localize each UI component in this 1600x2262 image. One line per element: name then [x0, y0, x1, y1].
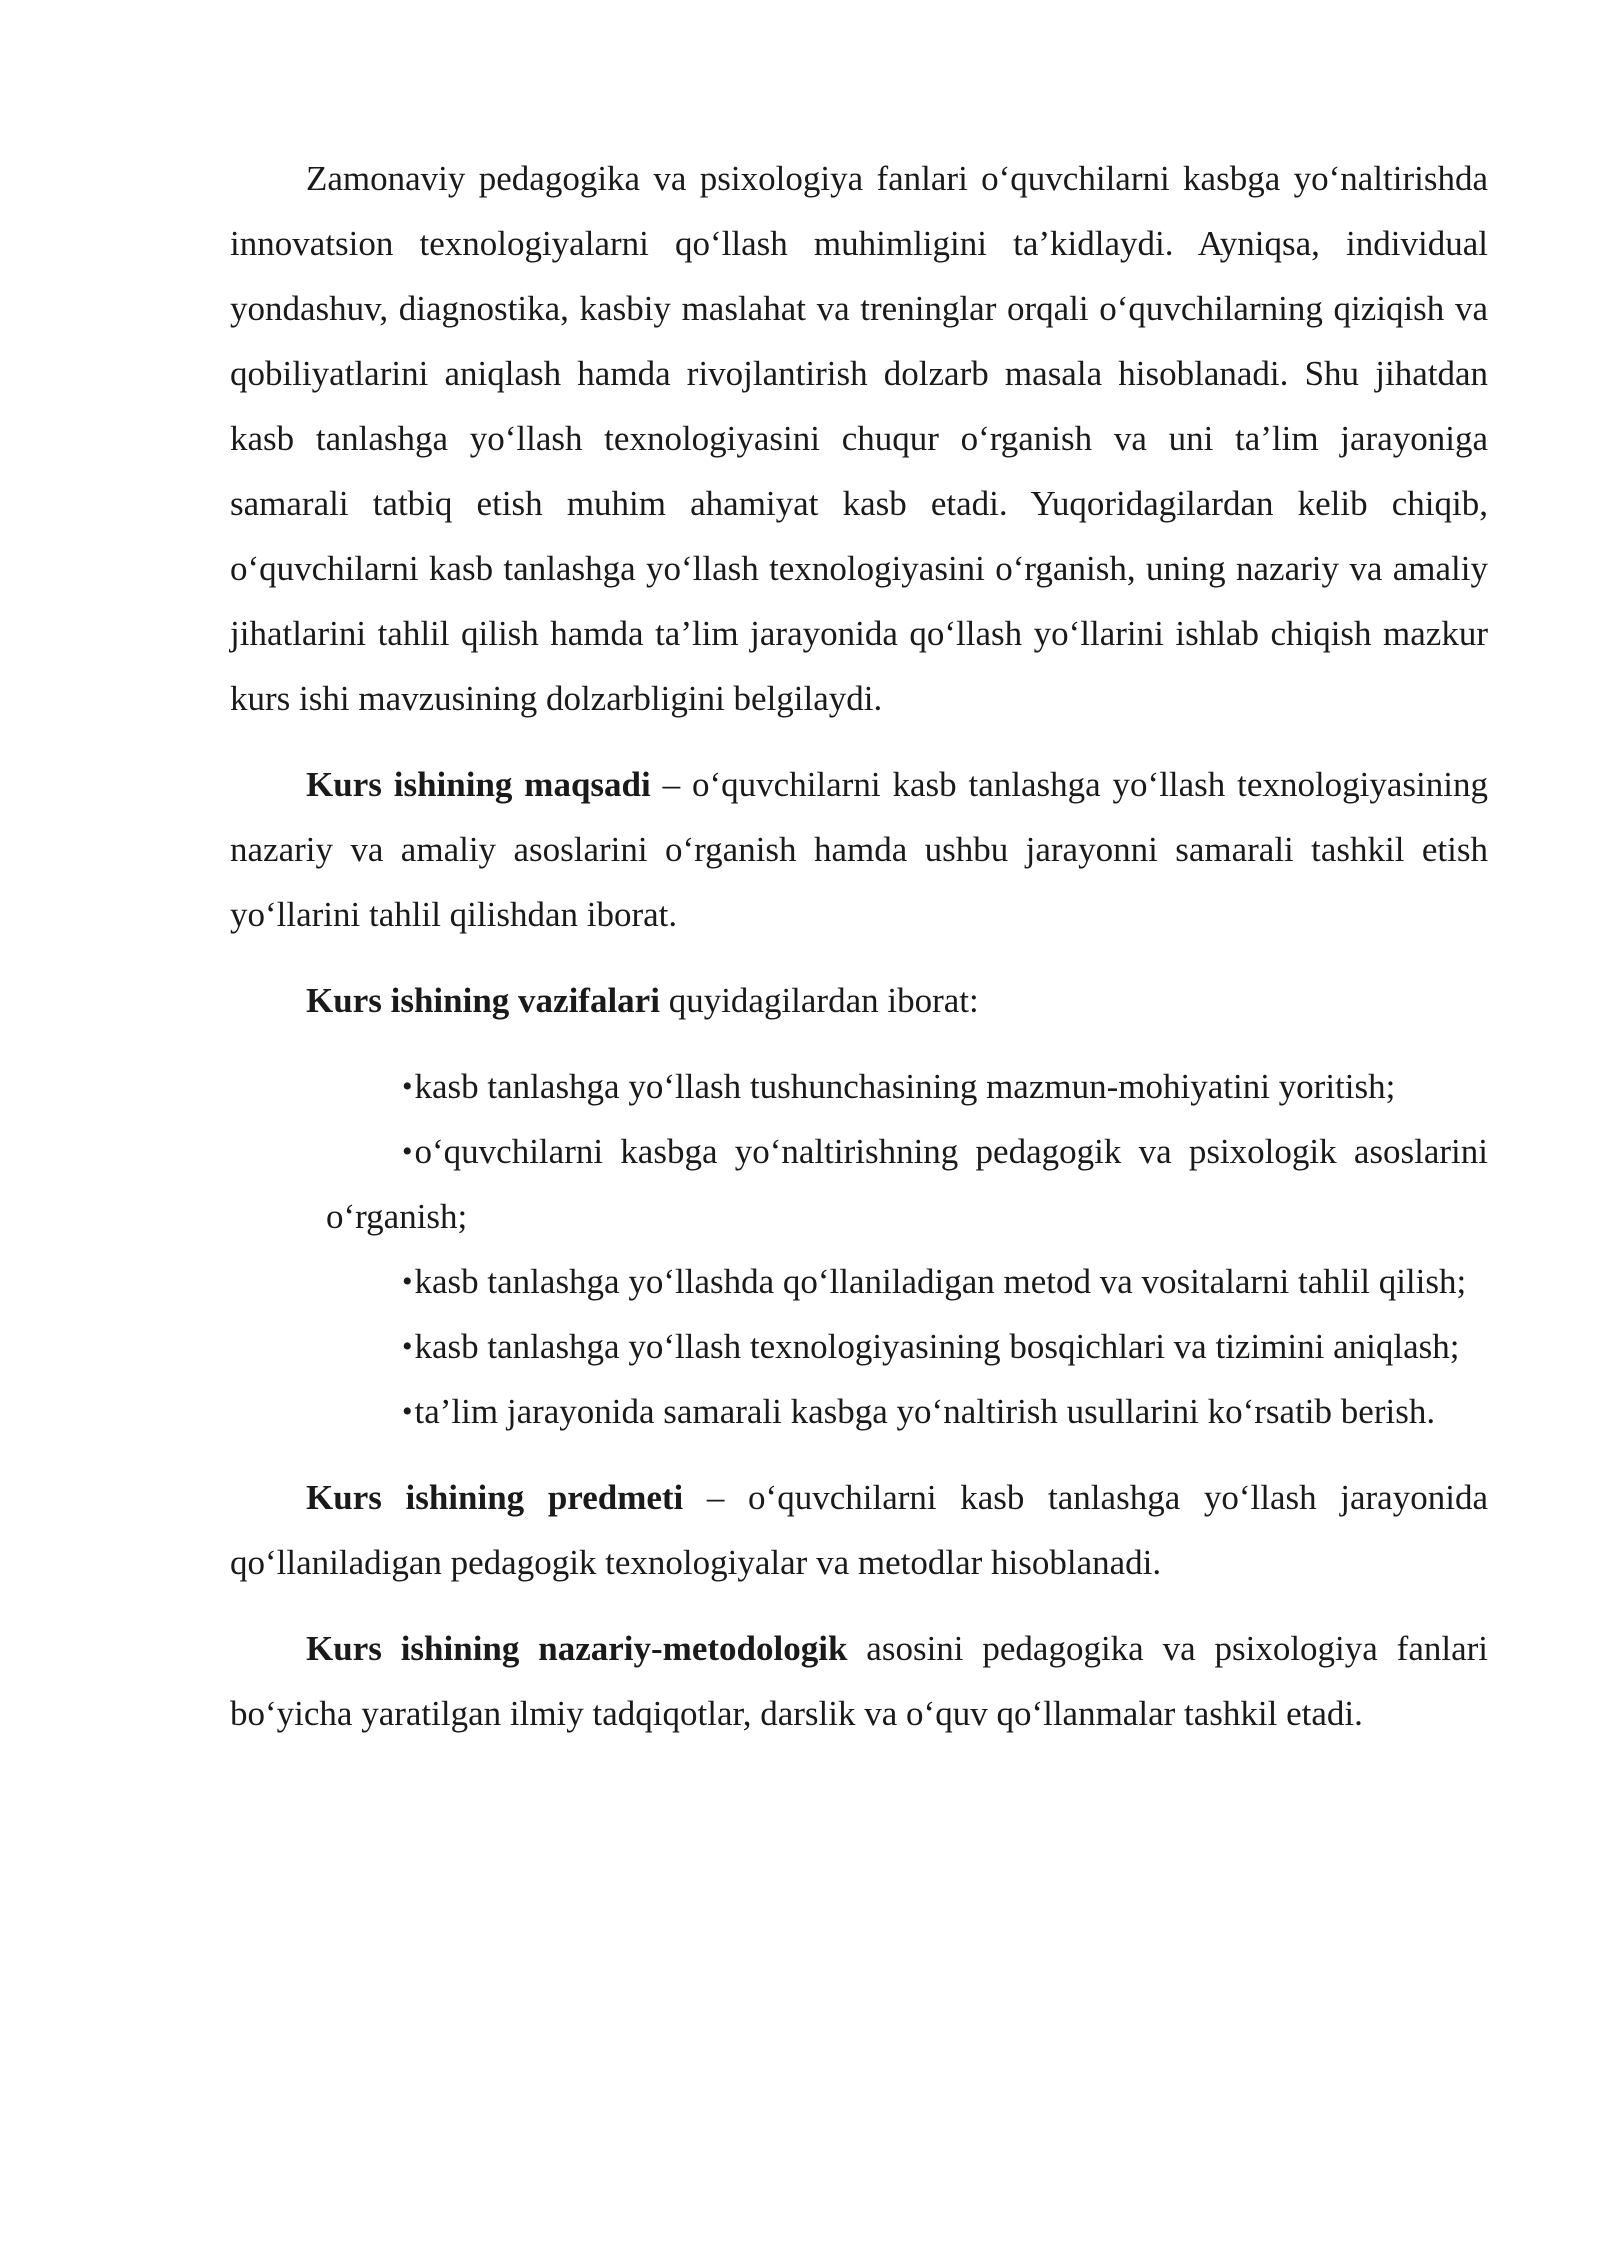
- goal-label: Kurs ishining maqsadi: [306, 765, 651, 804]
- tasks-heading: [230, 968, 1488, 1033]
- list-item-text: ta’lim jarayonida samarali kasbga yo‘naltirish usullarini ko‘rsatib berish.: [414, 1392, 1436, 1431]
- document-body: [230, 146, 1488, 1746]
- list-item-text: kasb tanlashga yo‘llashda qo‘llaniladigan metod va vositalarni tahlil qilish;: [414, 1262, 1467, 1301]
- intro-paragraph: Zamonaviy pedagogika va psixologiya fanlari o‘quvchilarni kasbga yo‘naltirishda innovatsion texnologiyalarni qo‘llash muhimligini ta’kidlaydi. Ayniqsa, individual yondashuv, diagnostika, kasbiy maslahat va treninglar orqali o‘quvchilarning qiziqish va qobiliyatlarini aniqlash hamda rivojlantirish dolzarb masala hisoblanadi. Shu jihatdan kasb tanlashga yo‘llash texnologiyasini chuqur o‘rganish va uni ta’lim jarayoniga samarali tatbiq etish muhim ahamiyat kasb etadi. Yuqoridagilardan kelib chiqib, o‘quvchilarni kasb tanlashga yo‘llash texnologiyasini o‘rganish, uning nazariy va amaliy jihatlarini tahlil qilish hamda ta’lim jarayonida qo‘llash yo‘llarini ishlab chiqish mazkur kurs ishi mavzusining dolzarbligini belgilaydi.: [230, 159, 1488, 718]
- goal-paragraph: [230, 752, 1488, 947]
- list-item-text: o‘quvchilarni kasbga yo‘naltirishning pedagogik va psixologik asoslarini o‘rganish;: [326, 1132, 1488, 1236]
- list-item: [326, 1119, 1488, 1249]
- bullet-icon: •: [402, 1330, 413, 1363]
- tasks-intro-text: quyidagilardan iborat:: [659, 981, 979, 1020]
- methodology-text: asosini pedagogika va psixologiya fanlari bo‘yicha yaratilgan ilmiy tadqiqotlar, darslik va o‘quv qo‘llanmalar tashkil etadi.: [230, 1629, 1489, 1733]
- subject-label: Kurs ishining predmeti: [306, 1478, 684, 1517]
- list-item: [326, 1054, 1488, 1119]
- list-item-text: kasb tanlashga yo‘llash tushunchasining mazmun-mohiyatini yoritish;: [414, 1067, 1396, 1106]
- bullet-icon: •: [402, 1265, 413, 1298]
- subject-text: – o‘quvchilarni kasb tanlashga yo‘llash jarayonida qo‘llaniladigan pedagogik texnologiyalar va metodlar hisoblanadi.: [230, 1478, 1488, 1582]
- bullet-icon: •: [402, 1395, 413, 1428]
- tasks-list: [230, 1054, 1488, 1444]
- list-item: [326, 1249, 1488, 1314]
- list-item: [326, 1314, 1488, 1379]
- bullet-icon: •: [402, 1070, 413, 1103]
- goal-text: – o‘quvchilarni kasb tanlashga yo‘llash texnologiyasining nazariy va amaliy asoslarini o‘rganish hamda ushbu jarayonni samarali tashkil etish yo‘llarini tahlil qilishdan iborat.: [230, 765, 1488, 934]
- tasks-label: Kurs ishining vazifalari: [306, 981, 660, 1020]
- list-item: [326, 1379, 1488, 1444]
- methodology-label: Kurs ishining nazariy-metodologik: [306, 1629, 848, 1668]
- list-item-text: kasb tanlashga yo‘llash texnologiyasining bosqichlari va tizimini aniqlash;: [414, 1327, 1460, 1366]
- subject-paragraph: [230, 1465, 1488, 1595]
- bullet-icon: •: [402, 1135, 413, 1168]
- methodology-paragraph: [230, 1616, 1488, 1746]
